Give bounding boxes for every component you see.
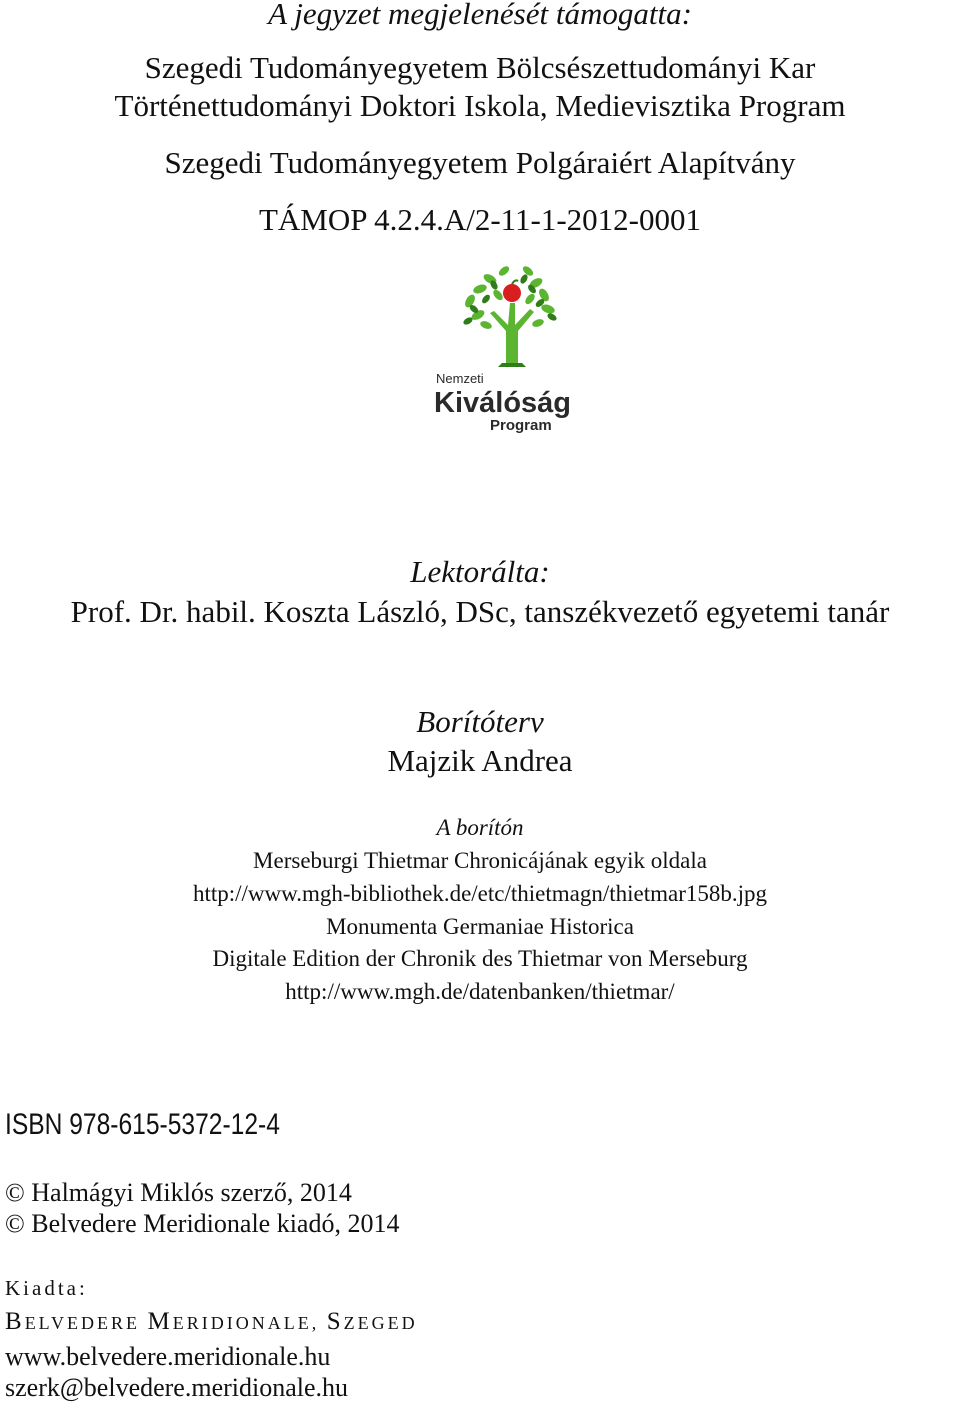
- publisher-name-part: M: [147, 1308, 173, 1335]
- publisher-name-part: ,: [311, 1313, 327, 1333]
- support-line-4: TÁMOP 4.2.4.A/2-11-1-2012-0001: [258, 202, 701, 237]
- isbn: ISBN 978-615-5372-12-4: [5, 1108, 280, 1141]
- copyright-author: © Halmágyi Miklós szerző, 2014: [5, 1178, 352, 1207]
- reviewer-name: Prof. Dr. habil. Koszta László, DSc, tanszékvezető egyetemi tanár: [70, 594, 890, 629]
- publisher-web[interactable]: www.belvedere.meridionale.hu: [5, 1342, 331, 1371]
- publisher-name-part: B: [5, 1308, 25, 1335]
- cover-image-line-1: Merseburgi Thietmar Chronicájának egyik oldala: [253, 848, 707, 873]
- support-heading: A jegyzet megjelenését támogatta:: [268, 0, 692, 31]
- logo-text-2: Kiválóság: [434, 387, 571, 419]
- publisher-label: Kiadta:: [5, 1276, 88, 1300]
- publisher-name: [5, 1308, 418, 1336]
- publisher-name-part: S: [326, 1308, 344, 1335]
- publisher-name-part: ELVEDERE: [24, 1313, 148, 1333]
- nemzeti-kivalosag-logo: [398, 255, 626, 437]
- cover-image-url-1: http://www.mgh-bibliothek.de/etc/thietmagn/thietmar158b.jpg: [192, 881, 768, 906]
- support-line-3: Szegedi Tudományegyetem Polgáraiért Alapítvány: [164, 145, 796, 180]
- cover-image-label: A borítón: [436, 815, 524, 840]
- cover-image-url-2: http://www.mgh.de/datenbanken/thietmar/: [285, 979, 675, 1004]
- tree-icon: [398, 255, 626, 437]
- cover-image-line-3: Monumenta Germaniae Historica: [326, 914, 634, 939]
- logo-text-1: Nemzeti: [436, 371, 484, 386]
- support-line-1: Szegedi Tudományegyetem Bölcsészettudományi Kar: [144, 50, 816, 85]
- logo-text-3: Program: [490, 417, 552, 434]
- copyright-publisher: © Belvedere Meridionale kiadó, 2014: [5, 1209, 400, 1238]
- cover-design-name: Majzik Andrea: [387, 743, 573, 778]
- support-line-2: Történettudományi Doktori Iskola, Medievisztika Program: [114, 88, 846, 123]
- reviewer-label: Lektorálta:: [410, 554, 550, 589]
- publisher-name-part: ZEGED: [343, 1313, 418, 1333]
- publisher-name-part: ERIDIONALE: [172, 1313, 312, 1333]
- cover-design-label: Borítóterv: [416, 704, 544, 739]
- publisher-email[interactable]: szerk@belvedere.meridionale.hu: [5, 1373, 349, 1402]
- cover-image-line-4: Digitale Edition der Chronik des Thietmar von Merseburg: [212, 946, 748, 971]
